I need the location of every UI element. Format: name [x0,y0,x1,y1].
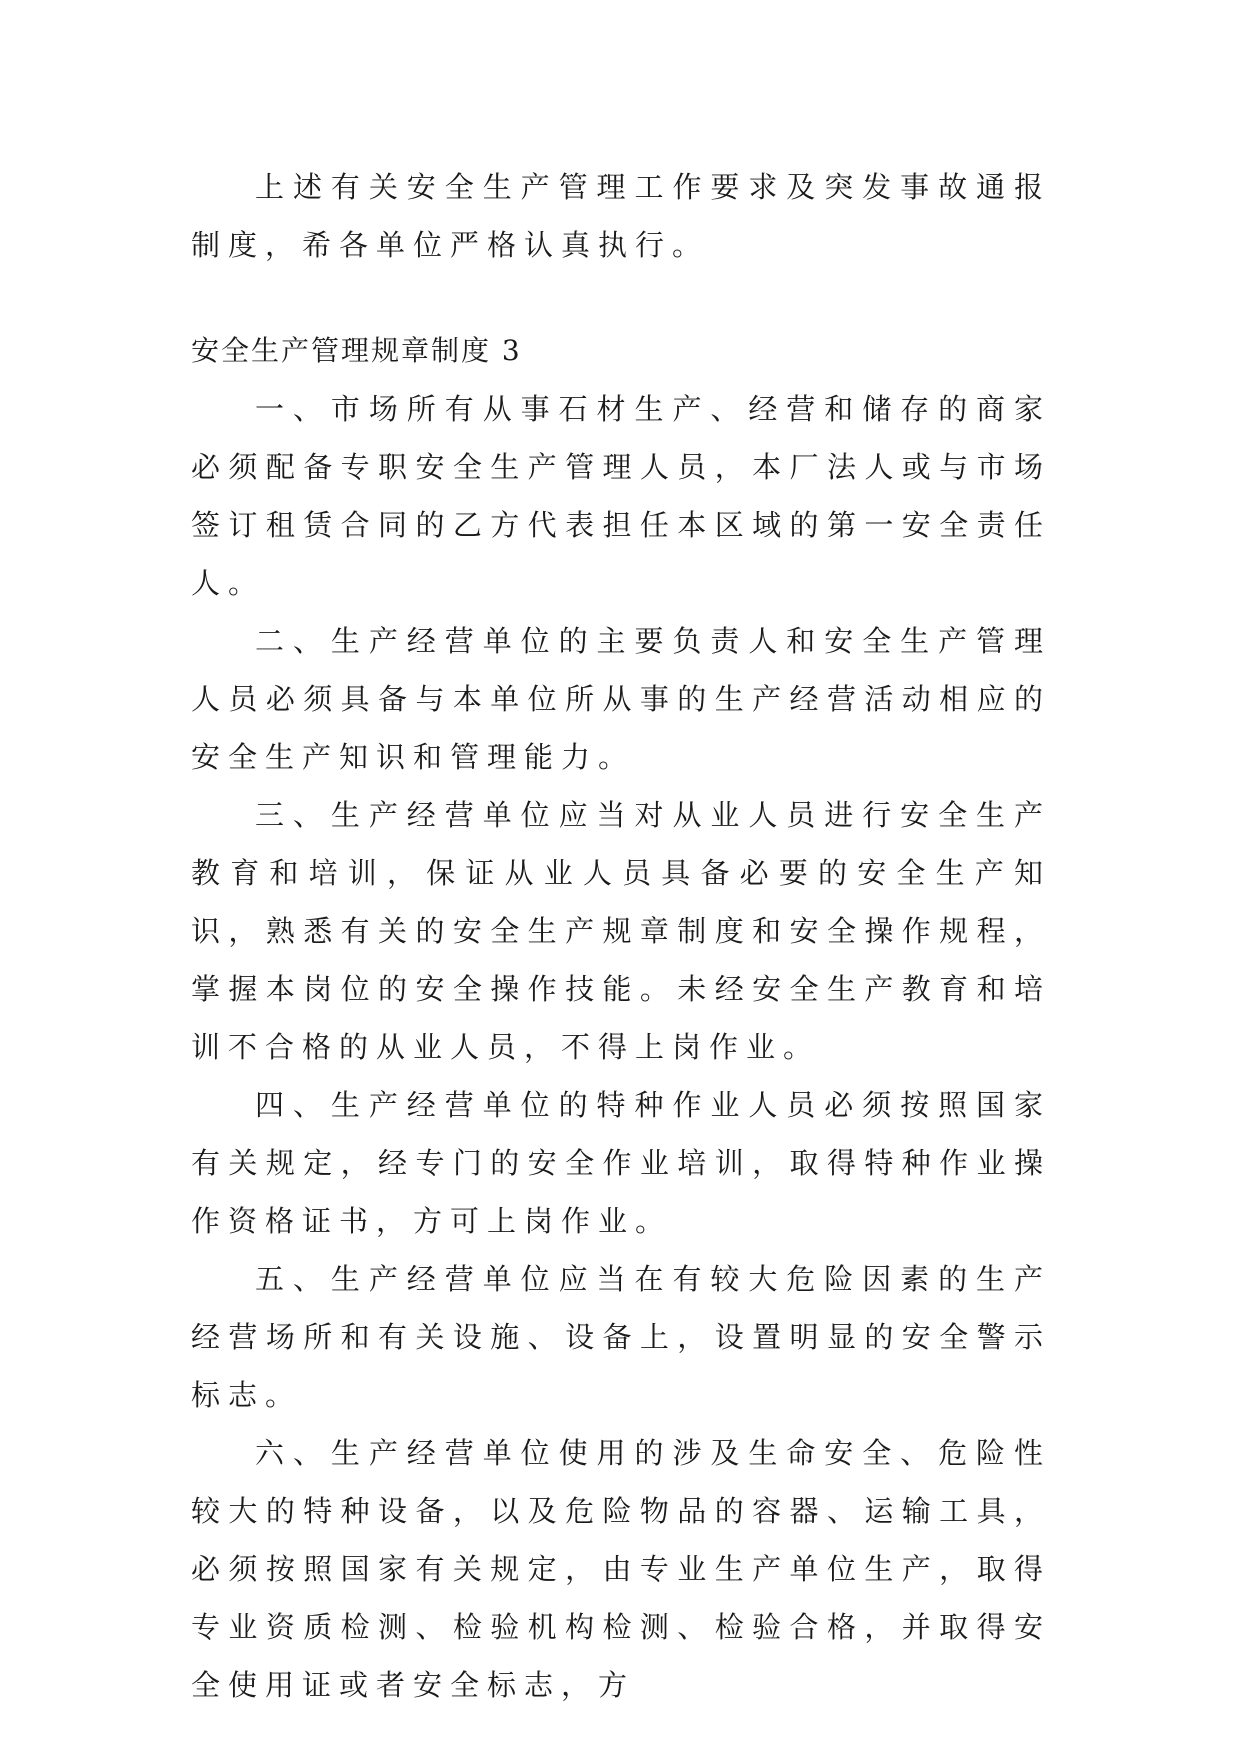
paragraph-6: 六、生产经营单位使用的涉及生命安全、危险性较大的特种设备，以及危险物品的容器、运输工具，必须按照国家有关规定，由专业生产单位生产，取得专业资质检测、检验机构检测、检验合格，并取得安全使用证或者安全标志，方 [191,1436,1051,1702]
document-body [191,158,1051,1714]
paragraph-1: 一、市场所有从事石材生产、经营和储存的商家必须配备专职安全生产管理人员，本厂法人或与市场签订租赁合同的乙方代表担任本区域的第一安全责任人。 [191,392,1051,600]
section-title: 安全生产管理规章制度 3 [191,334,522,367]
paragraph-3: 三、生产经营单位应当对从业人员进行安全生产教育和培训，保证从业人员具备必要的安全生产知识，熟悉有关的安全生产规章制度和安全操作规程，掌握本岗位的安全操作技能。未经安全生产教育和培训不合格的从业人员，不得上岗作业。 [191,798,1051,1064]
paragraph-4: 四、生产经营单位的特种作业人员必须按照国家有关规定，经专门的安全作业培训，取得特种作业操作资格证书，方可上岗作业。 [191,1088,1051,1238]
paragraph-5: 五、生产经营单位应当在有较大危险因素的生产经营场所和有关设施、设备上，设置明显的安全警示标志。 [191,1262,1051,1412]
intro-paragraph: 上述有关安全生产管理工作要求及突发事故通报制度，希各单位严格认真执行。 [191,170,1051,262]
paragraph-2: 二、生产经营单位的主要负责人和安全生产管理人员必须具备与本单位所从事的生产经营活动相应的安全生产知识和管理能力。 [191,624,1051,774]
